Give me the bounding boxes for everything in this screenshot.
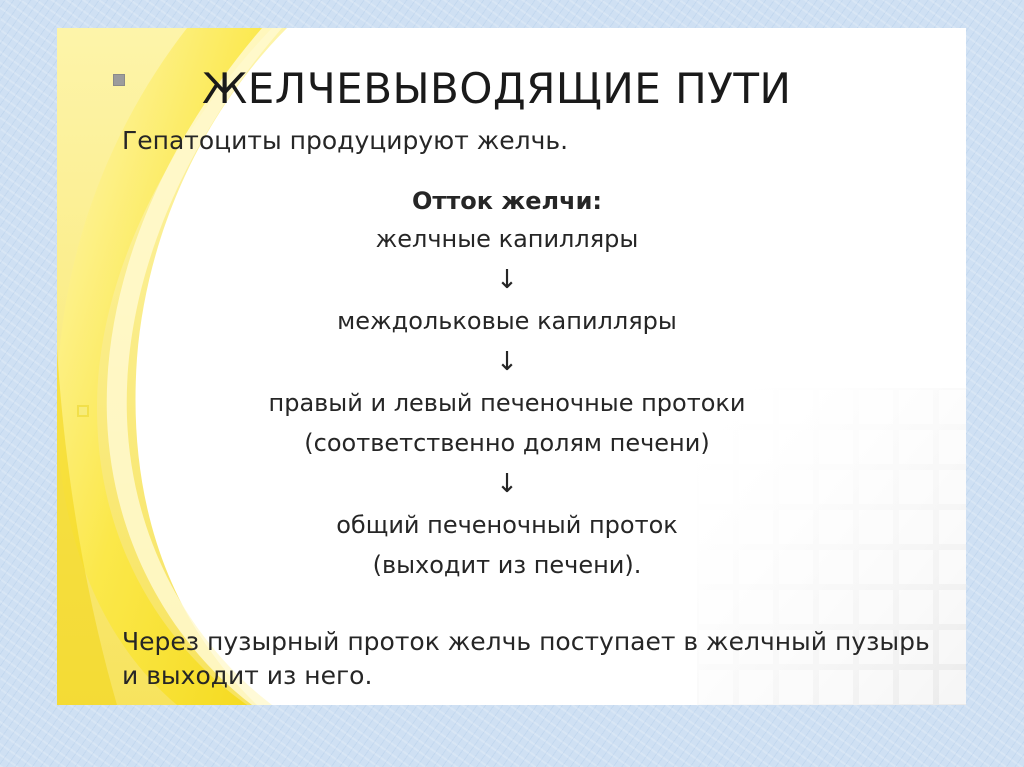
- outflow-step-interlobular-capillaries: междольковые капилляры: [337, 307, 677, 335]
- arrow-down-icon: ↓: [496, 265, 518, 295]
- outflow-heading: Отток желчи:: [412, 187, 602, 215]
- outflow-step-common-hepatic-duct: общий печеночный проток: [336, 511, 678, 539]
- slide-footer-text: Через пузырный проток желчь поступает в желчный пузырь и выходит из него.: [122, 627, 930, 690]
- arrow-down-icon: ↓: [496, 469, 518, 499]
- bile-outflow-flowchart: [147, 183, 867, 585]
- outflow-step-hepatic-ducts-note: (соответственно долям печени): [304, 429, 710, 457]
- list-bullet-icon: [77, 405, 89, 417]
- arrow-down-icon: ↓: [496, 347, 518, 377]
- slide-subtitle: Гепатоциты продуцируют желчь.: [122, 126, 569, 155]
- outflow-step-hepatic-ducts: правый и левый печеночные протоки: [268, 389, 746, 417]
- slide-title: ЖЕЛЧЕВЫВОДЯЩИЕ ПУТИ: [202, 64, 792, 113]
- title-bullet-icon: [113, 74, 125, 86]
- outflow-step-bile-capillaries: желчные капилляры: [375, 225, 639, 253]
- slide: [57, 28, 966, 705]
- outflow-step-common-hepatic-duct-note: (выходит из печени).: [372, 551, 642, 579]
